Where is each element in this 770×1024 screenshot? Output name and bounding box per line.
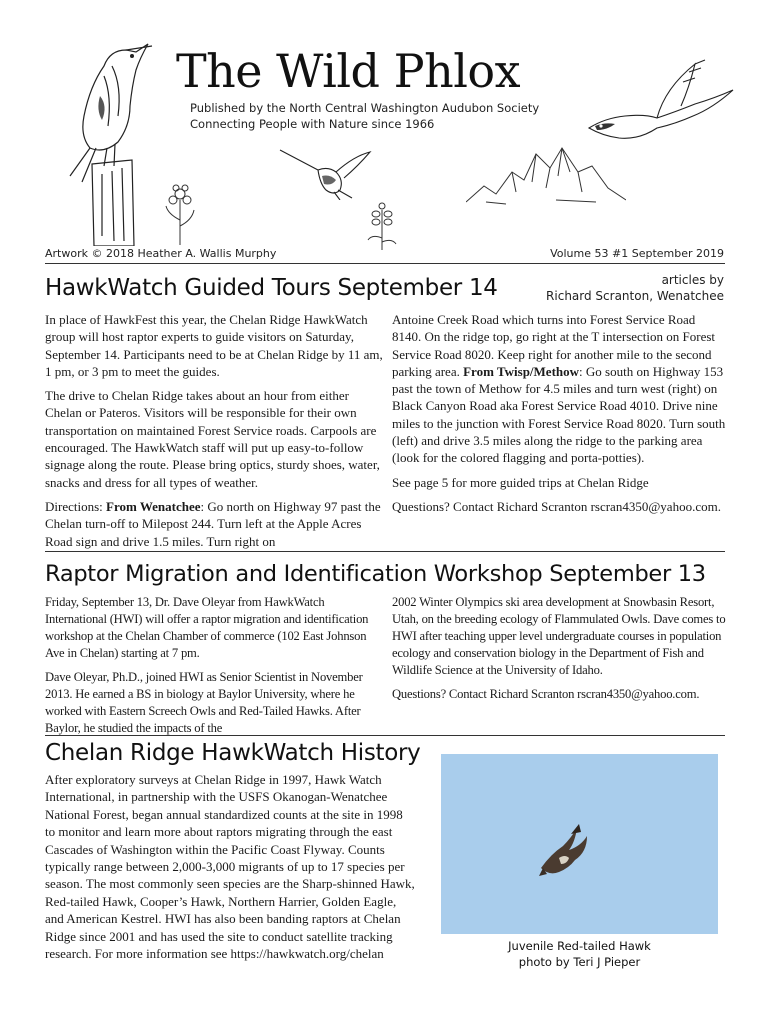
byline-label: articles by <box>661 273 724 287</box>
caption-title: Juvenile Red-tailed Hawk <box>508 939 651 953</box>
hawk-photo <box>441 754 718 934</box>
red-tailed-hawk-figure <box>441 754 718 934</box>
article3-heading: Chelan Ridge HawkWatch History <box>45 740 421 766</box>
falcon-illustration <box>585 58 735 148</box>
wildflower-illustration <box>160 180 200 245</box>
publisher-line: Published by the North Central Washington Audubon Society <box>190 101 540 115</box>
article2-paragraph: 2002 Winter Olympics ski area development at Snowbasin Resort, Utah, on the breeding ecology of Flammulated Owls. Dave comes to HWI after teaching upper level undergraduate courses in population ecology and conservation biology in the Department of Fish and Wildlife Science at the University of Idaho. <box>392 595 726 677</box>
article1-left-column <box>45 311 383 557</box>
tagline: Connecting People with Nature since 1966 <box>190 117 435 131</box>
caption-credit: photo by Teri J Pieper <box>518 955 641 969</box>
directions-text: : Go south on Highway 153 past the town of Methow for 4.5 miles and turn west (right) on Black Canyon Road aka Forest Service Road 4010. Drive nine miles to the junction with Forest Service Road 8020. Turn south (left) and drive 3.5 miles along the ridge to the parking area (look for the colored flagging and porta-potties). <box>392 363 726 466</box>
masthead-title: The Wild Phlox <box>176 44 521 98</box>
article2-heading: Raptor Migration and Identification Workshop September 13 <box>45 561 706 587</box>
article1-paragraph <box>392 311 726 467</box>
article1-paragraph: In place of HawkFest this year, the Chelan Ridge HawkWatch group will host raptor experts to guide visitors on Saturday, September 14. Participants need to be at Chelan Ridge by 11 am, 1 pm, or 3 pm to meet the guides. <box>45 312 383 379</box>
directions-label: Directions: <box>45 498 107 514</box>
article3-paragraph: After exploratory surveys at Chelan Ridge in 1997, Hawk Watch International, in partnership with the USFS Okanogan-Wenatchee National Forest, began annual standardized counts at the site in 1998 to monitor and learn more about raptors migrating through the east Cascades of Washington within the Pacific Coast Flyway. Counts typically range between 2,000-3,000 migrants of up to 17 species per season. The most commonly seen species are the Sharp-shinned Hawk, Red-tailed Hawk, Cooper’s Hawk, Northern Harrier, Golden Eagle, and American Kestrel. HWI has also been banding raptors at Chelan Ridge since 2001 and has used the site to conduct satellite tracking research. For more information see https://hawkwatch.org/chelan <box>45 772 415 962</box>
artwork-credit: Artwork © 2018 Heather A. Wallis Murphy <box>45 247 277 260</box>
article1-heading: HawkWatch Guided Tours September 14 <box>45 275 498 301</box>
article2-right-column <box>392 594 726 710</box>
directions-from-twisp: From Twisp/Methow <box>463 363 580 379</box>
meadowlark-illustration <box>52 36 162 246</box>
section-rule <box>45 551 725 552</box>
article3-body <box>45 771 415 969</box>
masthead-rule <box>45 263 725 264</box>
directions-text: Antoine Creek Road which turns into Forest Service Road 8140. On the ridge top, go right at the T intersection on Forest Service Road 8020. Keep right for another mile to the second parking area. <box>392 312 716 379</box>
article1-paragraph <box>45 498 383 550</box>
byline-author: Richard Scranton, Wenatchee <box>546 289 724 303</box>
directions-text: : Go north on Highway 97 past the Chelan turn-off to Milepost 244. Turn left at the Apple Acres Road sign and drive 1.5 miles. Turn right on <box>45 498 381 549</box>
article-byline <box>524 272 724 304</box>
volume-issue: Volume 53 #1 September 2019 <box>550 247 724 260</box>
section-rule <box>45 735 725 736</box>
article2-paragraph: Dave Oleyar, Ph.D., joined HWI as Senior Scientist in November 2013. He earned a BS in biology at Baylor University, where he worked with Eastern Screech Owls and Red-Tailed Hawks. After Baylor, he studied the impacts of the <box>45 670 363 735</box>
article2-paragraph: Friday, September 13, Dr. Dave Oleyar from HawkWatch International (HWI) will offer a raptor migration and identification workshop at the Chelan Chamber of commerce (102 East Johnson Ave in Chelan) starting at 7 pm. <box>45 595 369 660</box>
mountains-illustration <box>466 142 626 222</box>
lupine-illustration <box>362 200 402 250</box>
article2-contact: Questions? Contact Richard Scranton rscran4350@yahoo.com. <box>392 687 700 701</box>
article1-paragraph: See page 5 for more guided trips at Chelan Ridge <box>392 474 649 490</box>
photo-caption <box>441 938 718 970</box>
article1-contact: Questions? Contact Richard Scranton rscran4350@yahoo.com. <box>392 498 721 514</box>
article1-right-column <box>392 311 726 522</box>
hummingbird-illustration <box>278 140 373 200</box>
article1-paragraph: The drive to Chelan Ridge takes about an hour from either Chelan or Pateros. Visitors will be responsible for their own transportation on maintained Forest Service roads. Carpools are encouraged. The HawkWatch staff will put up easy-to-follow signage along the route. Please bring optics, sturdy shoes, water, snacks and dress for all types of weather. <box>45 388 380 490</box>
article2-left-column <box>45 594 380 744</box>
directions-from-wenatchee: From Wenatchee <box>106 498 201 514</box>
